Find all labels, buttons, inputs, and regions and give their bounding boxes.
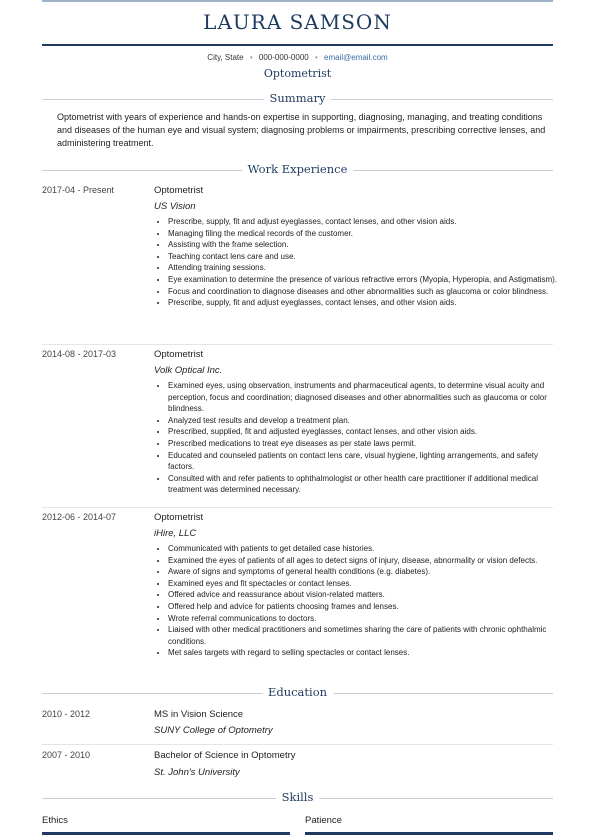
skill-level-bar [42,832,290,835]
name-underline [42,44,553,46]
job-bullets [154,216,566,309]
job-dates: 2012-06 - 2014-07 [42,512,117,522]
list-item: • Eye examination to determine the presence of various refractive errors (Myopia, Hyperopia, and Astigmatism). [168,274,566,286]
job-dates: 2014-08 - 2017-03 [42,349,117,359]
section-heading-skills: Skills [42,791,553,805]
entry-divider [42,744,553,745]
list-item: • Liaised with other medical practitioners and sometimes sharing the care of patients with chronic ophthalmic conditions. [168,624,566,647]
list-item: • Educated and counseled patients on contact lens care, visual hygiene, lighting arrangements, and safety factors. [168,450,566,473]
list-item: • Prescribed, supplied, fit and adjusted eyeglasses, contact lenses, and other vision aids. [168,426,566,438]
job-bullets [154,380,566,496]
summary-text: Optometrist with years of experience and hands-on expertise in supporting, diagnosing, managing, and treating conditions and diseases of the human eye and visual system; diagnosing problems or impairments, prescribing corrective lenses, and administering treatment. [57,112,546,148]
list-item: • Offered help and advice for patients choosing frames and lenses. [168,601,566,613]
list-item: • Examined eyes, using observation, instruments and pharmaceutical agents, to determine visual acuity and perception, focus and coordination; diagnosed diseases and other abnormalities such as glaucoma or color blindness. [168,380,566,415]
candidate-name: LAURA SAMSON [203,10,392,34]
list-item: • Teaching contact lens care and use. [168,251,566,263]
list-item: • Examined eyes and fit spectacles or contact lenses. [168,578,566,590]
list-item: • Offered advice and reassurance about vision-related matters. [168,589,566,601]
list-item: • Assisting with the frame selection. [168,239,566,251]
job-role: Optometrist [154,512,204,523]
entry-divider [42,507,553,508]
job-bullets [154,543,566,659]
job-company: US Vision [154,201,196,212]
job-role: Optometrist [154,185,204,196]
list-item: • Communicated with patients to get detailed case histories. [168,543,566,555]
contact-email-link[interactable]: email@email.com [324,53,388,62]
contact-location: City, State [207,53,244,62]
job-title: Optometrist [263,67,332,80]
list-item: • Analyzed test results and develop a treatment plan. [168,415,566,427]
job-dates: 2017-04 - Present [42,185,115,195]
list-item: • Met sales targets with regard to selling spectacles or contact lenses. [168,647,566,659]
section-heading-education: Education [42,686,553,700]
education-degree: Bachelor of Science in Optometry [154,750,296,761]
education-dates: 2010 - 2012 [42,709,91,719]
skill-level-bar [305,832,553,835]
job-role: Optometrist [154,349,204,360]
top-rule [42,0,553,2]
section-heading-summary: Summary [42,92,553,106]
list-item: • Consulted with and refer patients to ophthalmologist or other health care practitioner if additional medical treatment was determined necessary. [168,473,566,496]
list-item: • Focus and coordination to diagnose diseases and other abnormalities such as glaucoma or color blindness. [168,286,566,298]
list-item: • Attending training sessions. [168,262,566,274]
education-degree: MS in Vision Science [154,709,244,720]
skill-name: Ethics [42,815,68,826]
entry-divider [42,344,553,345]
list-item: • Managing filing the medical records of the customer. [168,228,566,240]
list-item: • Examined the eyes of patients of all ages to detect signs of injury, disease, abnormality or vision defects. [168,555,566,567]
bullet-separator-icon: • [249,53,253,62]
education-dates: 2007 - 2010 [42,750,91,760]
list-item: • Aware of signs and symptoms of general health conditions (e.g. diabetes). [168,566,566,578]
list-item: • Wrote referral communications to doctors. [168,613,566,625]
contact-phone: 000-000-0000 [258,53,309,62]
job-company: Volk Optical Inc. [154,365,223,376]
list-item: • Prescribed medications to treat eye diseases as per state laws permit. [168,438,566,450]
list-item: • Prescribe, supply, fit and adjust eyeglasses, contact lenses, and other vision aids. [168,297,566,309]
section-heading-experience: Work Experience [42,163,553,177]
bullet-separator-icon: • [314,53,318,62]
job-company: iHire, LLC [154,528,197,539]
list-item: • Prescribe, supply, fit and adjust eyeglasses, contact lenses, and other vision aids. [168,216,566,228]
skill-name: Patience [305,815,342,826]
education-school: SUNY College of Optometry [154,725,273,736]
contact-line [42,53,553,62]
education-school: St. John's University [154,767,240,778]
